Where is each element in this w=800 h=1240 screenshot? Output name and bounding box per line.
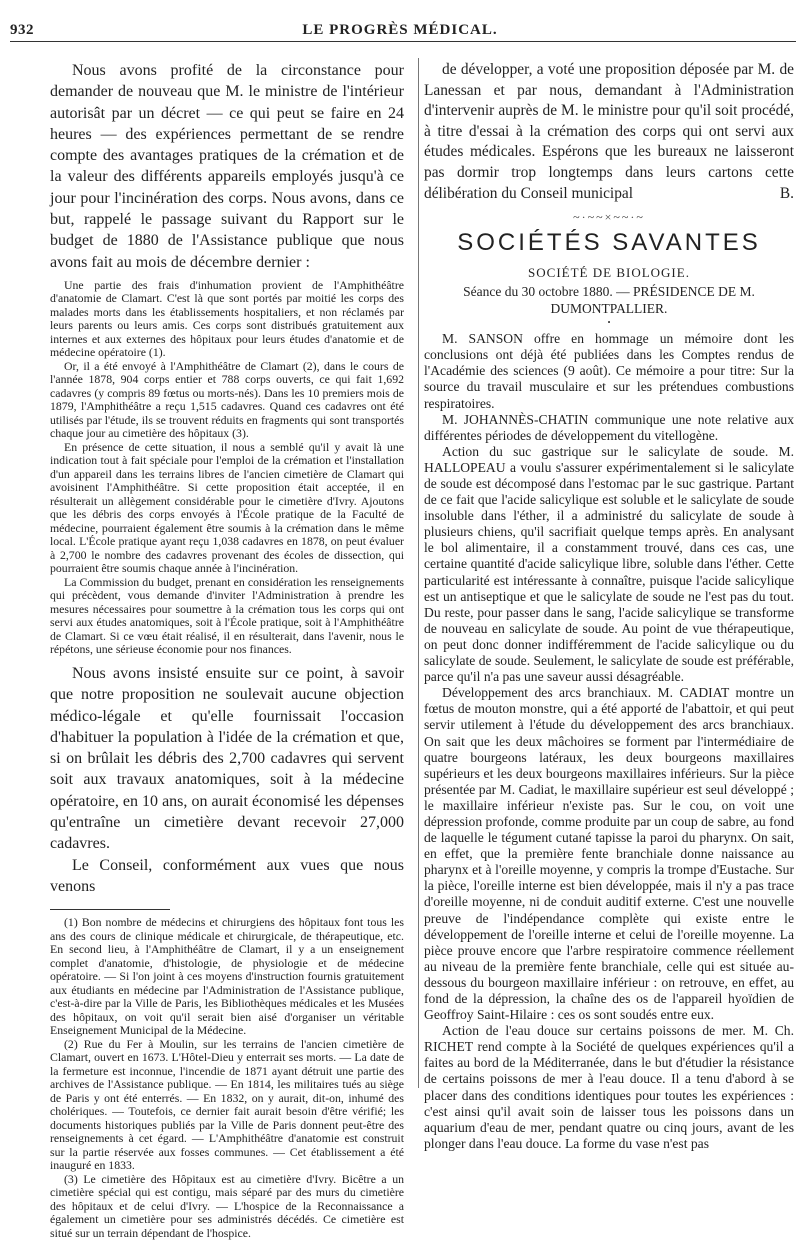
continuation-text: de développer, a voté une proposition déposée par M. de Lanessan et par nous, demandant à l'Administration d'intervenir auprès de M. le ministre pour qu'il soit procédé, à titre d'essai à la crémation des corps qui ont servi aux études médicales. Espérons que les bureaux ne laisseront pas dormir trop longtemps dans leurs cartons cette délibération du Conseil municipal [424, 61, 794, 202]
column-divider [418, 58, 419, 1088]
footnote-2: (2) Rue du Fer à Moulin, sur les terrains de l'ancien cimetière de Clamart, ouvert en 1673. L'Hôtel-Dieu y enterrait ses morts. — La date de la fermeture est inconnue, l'incendie de 1871 ayant détruit une partie des archives de l'Assistance publique. — En 1814, les militaires tués au siège de Paris y ont été enterrés. — En 1832, on y aurait, dit-on, inhumé des cholériques. — Toutefois, ce dernier fait aurait besoin d'être vérifié; les documents historiques publiés par la Ville de Paris donnent peut-être des renseignements à cet égard. — L'Amphithéâtre d'anatomie est construit sur la partie réservée aux fosses communes. — Cet établissement a été inauguré en 1833. [50, 1036, 404, 1173]
insisted-paragraph: Nous avons insisté ensuite sur ce point, à savoir que notre proposition ne soulevait aucune objection médico-légale et qu'elle fournissait l'occasion d'habituer la population à l'idée de la crémation et que, si on brûlait les débris des 2,700 cadavres qui servent soit aux travaux anatomiques, soit à la médecine opératoire, en 10 ans, on aurait économisé les dépenses qu'entraîne un cimetière devant recevoir 27,000 cadavres. [50, 664, 404, 853]
journal-title: LE PROGRÈS MÉDICAL. [302, 22, 498, 38]
signature: B. [779, 184, 794, 202]
quote-paragraph: Une partie des frais d'inhumation provient de l'Amphithéâtre d'anatomie de Clamart. C'est là que sont portés par moitié les corps des malades morts dans les établissements hospitaliers, et non réclamés par leurs parents ou leurs amis. Ces corps sont distribués gratuitement aux internes et aux externes des hôpitaux pour leurs études d'anatomie et de médecine opératoire (1). [50, 277, 404, 360]
quote-paragraph: En présence de cette situation, il nous a semblé qu'il y avait là une indication tout à fait spéciale pour l'emploi de la crémation et l'installation d'un appareil dans les terrains libres de l'ancien cimetière de Clamart qui avoisinent l'Amphithéâtre. Si cette proposition était acceptée, il en résulterait un allègement considérable pour le cimetière d'Ivry. Ajoutons que les débris des corps envoyés à l'École pratique de la Faculté de médecine, pourraient également être soumis à la crémation dans le même local. L'École pratique ayant reçu 1,038 cadavres en 1878, on peut évaluer à 2,700 le nombre des cadavres provenant des écoles de dissection, qui pourraient être soumis chaque année à l'incinération. [50, 439, 404, 576]
society-heading: SOCIÉTÉ DE BIOLOGIE. [528, 265, 690, 281]
report-paragraph: Développement des arcs branchiaux. M. CADIAT montre un fœtus de mouton monstre, qui a été apporté de l'abattoir, et qui peut servir utilement à l'étude du développement des arcs branchiaux. On sait que les deux mâchoires se forment par l'intermédiaire de quatre bourgeons latéraux, les deux bourgeons maxillaires supérieurs et les deux bourgeons maxillaires inférieurs. Sur la pièce présentée par M. Cadiat, le maxillaire supérieur est seul développé ; le maxillaire inférieur n'existe pas. Sur le cou, on voit une dépression profonde, comme produite par un coup de sabre, au fond de laquelle le tégument cutané tapisse la paroi du pharynx. On sait, en effet, que la première fente branchiale donne naissance au pharynx et à l'oreille moyenne, y compris la trompe d'Eustache. Sur la pièce, l'oreille interne est bien développée, mais il n'y a pas trace d'oreille moyenne, ni de conduit auditif externe. C'est une nouvelle preuve de l'indépendance complète qui existe entre le développement de l'oreille interne et celui de l'oreille moyenne. La pièce prouve encore que l'arbre respiratoire commence réellement au niveau de la première fente branchiale, celle qui est située au-dessous du bourgeon maxillaire inférieur : on retrouve, en effet, au fond de la dépression, la chaîne des os de l'appareil hyoïdien de Geoffroy Saint-Hilaire : ces os sont soudés entre eux. [424, 685, 794, 1023]
footnote-3: (3) Le cimetière des Hôpitaux est au cimetière d'Ivry. Bicêtre a un cimetière spécial qui est contigu, mais séparé par des murs du cimetière des hôpitaux et de celui d'Ivry. — L'hospice de la Reconnaissance a également un cimetière pour ses administrés décédés. Ce cimetière est situé sur un terrain dépendant de l'hospice. [50, 1171, 404, 1240]
conseil-paragraph: Le Conseil, conformément aux vues que nous venons [50, 856, 404, 895]
intro-paragraph: Nous avons profité de la circonstance pour demander de nouveau que M. le ministre de l'intérieur autorisât par un décret — ce qui peut se faire en 24 heures — des expériences permettant de se rendre compte des avantages pratiques de la crémation et de la valeur des différents appareils employés jusqu'à ce jour pour l'incinération des corps. Nous avons, dans ce but, rappelé le passage suivant du Rapport sur le budget de 1880 de l'Assistance publique que nous avons fait au mois de décembre dernier : [50, 62, 404, 271]
left-column [50, 60, 404, 1240]
report-paragraph: Action de l'eau douce sur certains poissons de mer. M. Ch. RICHET rend compte à la Société de quelques expériences qu'il a faites au bord de la Méditerranée, dans le but d'étudier la résistance de certains poissons de mer à l'eau douce. Il a tenu d'abord à se placer dans des conditions identiques pour toutes les expériences : c'est ainsi qu'il avait soin de laisser tous les poissons dans un aquarium d'eau de mer, pendant quatre ou cinq jours, avant de les plonger dans l'eau douce. La forme du vase n'est pas [424, 1023, 794, 1151]
dot-separator: • [607, 318, 611, 328]
seance-line: Séance du 30 octobre 1880. — PRÉSIDENCE DE M. DUMONTPALLIER. [463, 284, 755, 317]
report-paragraph: M. SANSON offre en hommage un mémoire dont les conclusions ont déjà été publiées dans les Comptes rendus de l'Académie des sciences (9 août). Ce mémoire a pour titre: Sur la source du travail musculaire et sur les prétendues combustions respiratoires. [424, 331, 794, 411]
header-rule [10, 41, 796, 42]
page-number: 932 [10, 22, 34, 38]
quote-paragraph: La Commission du budget, prenant en considération les renseignements qui précèdent, vous demande d'inviter l'Administration à prendre les mesures nécessaires pour soumettre à la crémation tous les corps qui ont servi aux études anatomiques, soit à l'École pratique, soit à l'Amphithéâtre de Clamart. Si ce vœu était réalisé, il en résulterait, dans l'avenir, nous le répétons, une sérieuse économie pour nos finances. [50, 574, 404, 657]
footnote-rule [50, 909, 170, 910]
page-header [0, 0, 800, 44]
footnote-1: (1) Bon nombre de médecins et chirurgiens des hôpitaux font tous les ans des cours de clinique médicale et chirurgicale, de thérapeutique, etc. En second lieu, à l'Amphithéâtre de Clamart, il y a un enseignement complet d'anatomie, d'histologie, de physiologie et de médecine opératoire. — Si l'on joint à ces moyens d'instruction fournis gratuitement aux étudiants en médecine par l'Administration de l'Assistance publique, c'est-à-dire par la Ville de Paris, les Bibliothèques médicales et les Musées des hôpitaux, on voit qu'il serait bien aisé d'organiser un véritable Enseignement Municipal de la Médecine. [50, 915, 404, 1038]
section-title: SOCIÉTÉS SAVANTES [457, 229, 761, 257]
report-paragraph: M. JOHANNÈS-CHATIN communique une note relative aux différentes périodes de développement du vitellogène. [424, 411, 794, 443]
continuation-paragraph [424, 60, 794, 204]
quote-paragraph: Or, il a été envoyé à l'Amphithéâtre de Clamart (2), dans le cours de l'année 1878, 904 corps entier et 788 corps ouverts, ce qui fait 1,692 cadavres (y compris 89 fœtus ou morts-nés). Dans les 10 premiers mois de 1879, l'Amphithéâtre a reçu 1,515 cadavres. Quand ces cadavres ont été utilisés par l'étude, ils se trouvent réduits en fragments qui sont transportés chaque jour au cimetière des hôpitaux (3). [50, 358, 404, 441]
ornament: ~·~~×~~·~ [573, 210, 645, 225]
report-paragraph: Action du suc gastrique sur le salicylate de soude. M. HALLOPEAU a voulu s'assurer expérimentalement si le salicylate de soude est décomposé dans l'estomac par le suc gastrique. Partant de ce fait que l'acide salicylique est soluble et le salicylate de soude insoluble dans l'éther, il a administré du salicylate de soude à plusieurs chiens, qu'il sacrifiait quelque temps après. En analysant le bol alimentaire, il a constamment trouvé, dans ces cas, une certaine quantité d'acide salicylique libre, soluble dans l'éther. Cette particularité est intéressante à connaître, puisque l'acide salicylique est un antiseptique et que le salicylate de soude ne l'est pas du tout. Du reste, pour passer dans le sang, l'acide salicylique se transforme de nouveau en salicylate de soude. Au point de vue thérapeutique, on peut donc donner indifféremment de l'acide salicylique ou du salicylate de soude. Seulement, le salicylate de soude est préférable, parce qu'il n'a pas une saveur aussi désagréable. [424, 443, 794, 685]
right-column [424, 60, 794, 1152]
